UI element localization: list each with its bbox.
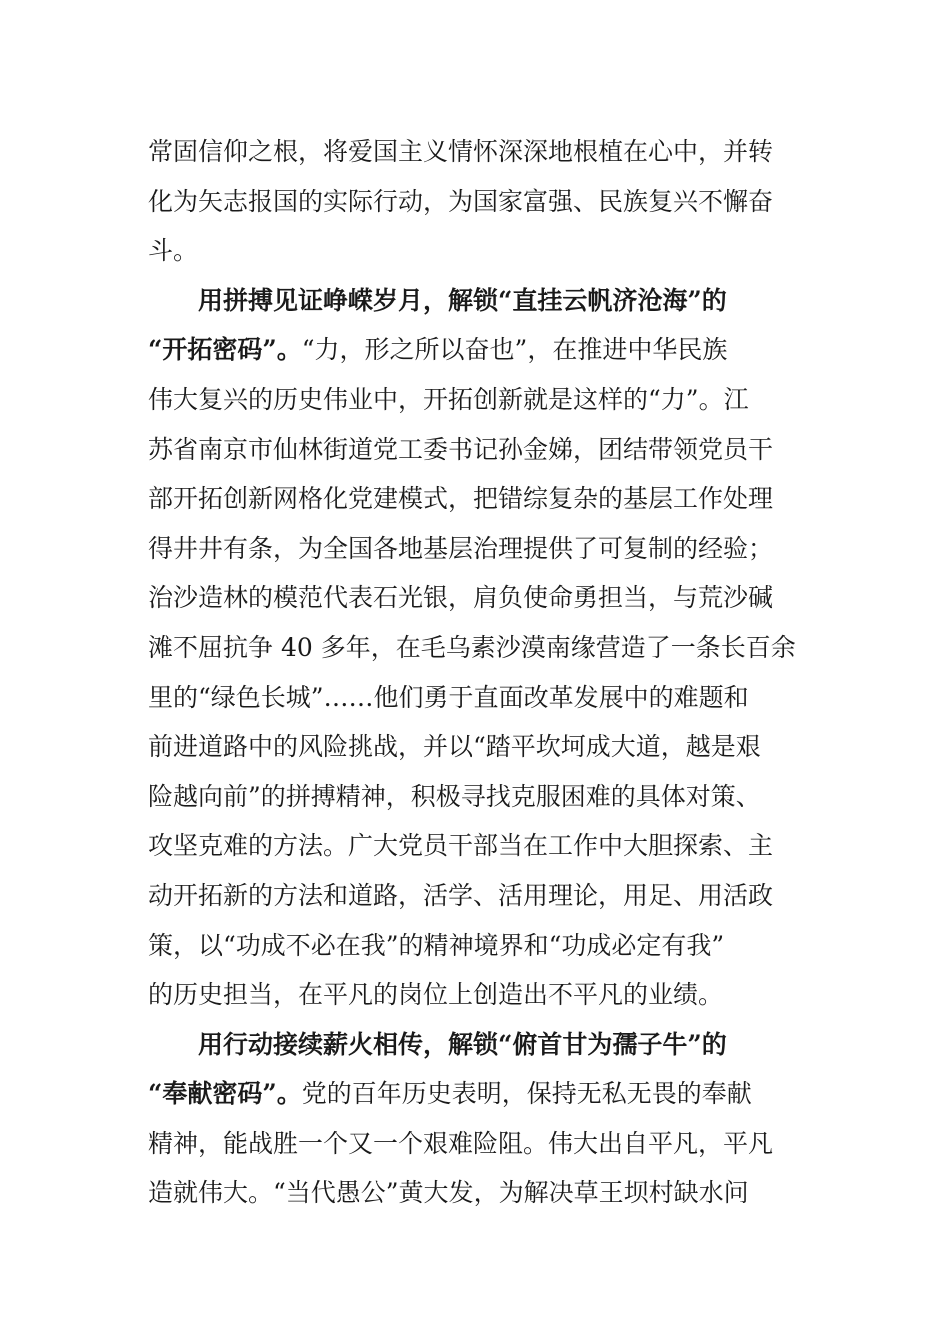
paragraph-2-line: 前进道路中的风险挑战，并以“踏平坎坷成大道，越是艰 xyxy=(148,732,761,762)
paragraph-2-line: 滩不屈抗争 40 多年，在毛乌素沙漠南缘营造了一条长百余 xyxy=(148,632,796,662)
paragraph-3-heading-end: “奉献密码”。 xyxy=(148,1079,302,1109)
paragraph-2-line: 得井井有条，为全国各地基层治理提供了可复制的经验； xyxy=(148,533,774,563)
paragraph-2-line: 部开拓创新网格化党建模式，把错综复杂的基层工作处理 xyxy=(148,484,774,514)
paragraph-2-text: “力，形之所以奋也”，在推进中华民族 xyxy=(301,335,728,365)
paragraph-3-heading: 用行动接续薪火相传，解锁“俯首甘为孺子牛”的 xyxy=(198,1029,727,1059)
paragraph-2-line: 攻坚克难的方法。广大党员干部当在工作中大胆探索、主 xyxy=(148,831,774,861)
paragraph-2-line: 里的“绿色长城”……他们勇于直面改革发展中的难题和 xyxy=(148,682,749,712)
paragraph-3-text: 党的百年历史表明，保持无私无畏的奉献 xyxy=(301,1079,752,1109)
paragraph-1-line: 斗。 xyxy=(148,236,199,266)
document-body xyxy=(148,127,808,1218)
paragraph-2-heading-end: “开拓密码”。 xyxy=(148,335,302,365)
paragraph-2-line xyxy=(148,325,808,375)
paragraph-1-line: 化为矢志报国的实际行动，为国家富强、民族复兴不懈奋 xyxy=(148,186,774,216)
paragraph-2-heading: 用拼搏见证峥嵘岁月，解锁“直挂云帆济沧海”的 xyxy=(198,285,727,315)
paragraph-3-line: 造就伟大。“当代愚公”黄大发，为解决草王坝村缺水问 xyxy=(148,1178,749,1208)
paragraph-2-line: 治沙造林的模范代表石光银，肩负使命勇担当，与荒沙碱 xyxy=(148,583,774,613)
paragraph-3-line: 精神，能战胜一个又一个艰难险阻。伟大出自平凡，平凡 xyxy=(148,1128,774,1158)
paragraph-2-line: 策，以“功成不必在我”的精神境界和“功成必定有我” xyxy=(148,930,725,960)
paragraph-2-line: 伟大复兴的历史伟业中，开拓创新就是这样的“力”。江 xyxy=(148,384,749,414)
paragraph-2-line: 险越向前”的拼搏精神，积极寻找克服困难的具体对策、 xyxy=(148,781,761,811)
paragraph-2-line: 的历史担当，在平凡的岗位上创造出不平凡的业绩。 xyxy=(148,980,724,1010)
paragraph-1-line: 常固信仰之根，将爱国主义情怀深深地根植在心中，并转 xyxy=(148,137,774,166)
paragraph-3-line xyxy=(148,1069,808,1119)
paragraph-2-line: 苏省南京市仙林街道党工委书记孙金娣，团结带领党员干 xyxy=(148,434,774,464)
paragraph-2-line: 动开拓新的方法和道路，活学、活用理论，用足、用活政 xyxy=(148,880,774,910)
